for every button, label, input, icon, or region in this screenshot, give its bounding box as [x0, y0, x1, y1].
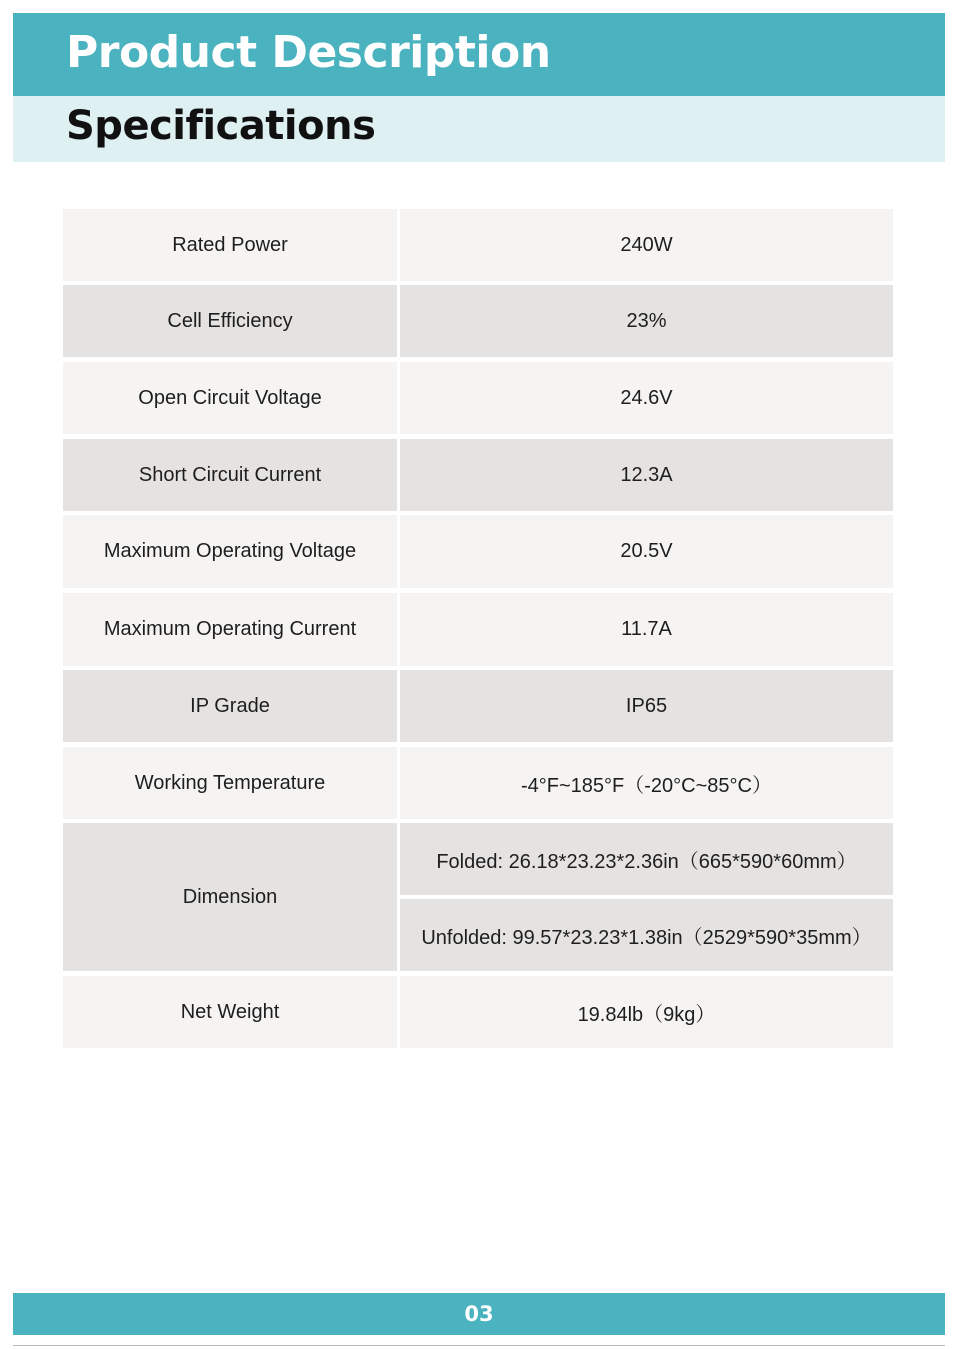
spec-value-unfolded: Unfolded: 99.57*23.23*1.38in（2529*590*35mm） — [400, 899, 893, 971]
spec-label: Short Circuit Current — [63, 439, 397, 511]
table-row — [63, 976, 893, 1048]
table-row — [63, 362, 893, 434]
header-bar — [13, 13, 945, 96]
spec-label: Working Temperature — [63, 747, 397, 819]
subheader-bar — [13, 96, 945, 162]
bottom-divider — [13, 1345, 945, 1346]
table-row — [63, 747, 893, 819]
spec-label: Open Circuit Voltage — [63, 362, 397, 434]
spec-value: 23% — [400, 285, 893, 357]
table-row — [63, 285, 893, 357]
table-row — [63, 593, 893, 666]
spec-label: Cell Efficiency — [63, 285, 397, 357]
table-row — [63, 209, 893, 281]
spec-value: 24.6V — [400, 362, 893, 434]
spec-value: 11.7A — [400, 593, 893, 666]
spec-value: 240W — [400, 209, 893, 281]
section-title: Specifications — [66, 103, 376, 149]
spec-value-folded: Folded: 26.18*23.23*2.36in（665*590*60mm） — [400, 823, 893, 895]
spec-label: Rated Power — [63, 209, 397, 281]
spec-label: Maximum Operating Current — [63, 593, 397, 666]
spec-value: 19.84lb（9kg） — [400, 976, 893, 1048]
spec-label: IP Grade — [63, 670, 397, 742]
spec-value: IP65 — [400, 670, 893, 742]
table-row — [63, 439, 893, 511]
spec-label: Net Weight — [63, 976, 397, 1048]
table-row — [63, 515, 893, 588]
footer-bar — [13, 1293, 945, 1335]
spec-value: 20.5V — [400, 515, 893, 588]
spec-label: Dimension — [63, 823, 397, 971]
table-row — [63, 823, 893, 971]
spec-value: -4°F~185°F（-20°C~85°C） — [400, 747, 893, 819]
spec-label: Maximum Operating Voltage — [63, 515, 397, 588]
page-number: 03 — [464, 1302, 494, 1326]
spec-value: 12.3A — [400, 439, 893, 511]
page-title: Product Description — [66, 27, 551, 78]
table-row — [63, 670, 893, 742]
